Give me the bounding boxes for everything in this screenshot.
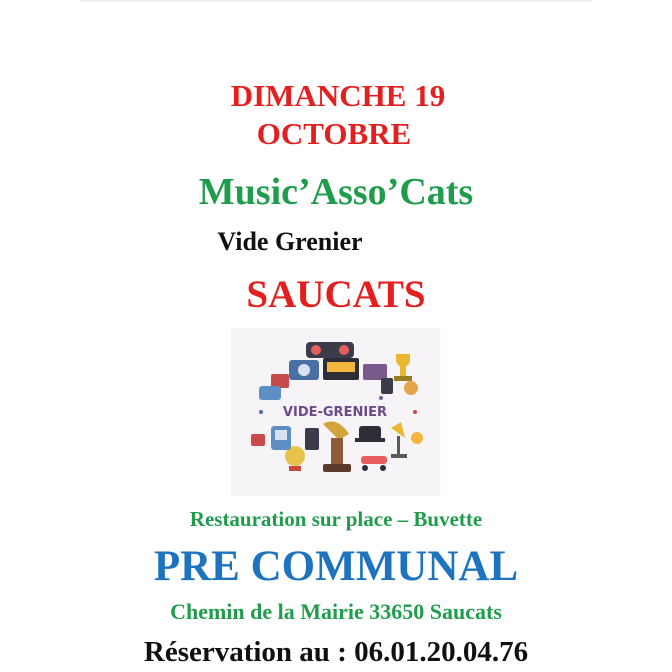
venue-name: PRE COMMUNAL <box>153 543 519 590</box>
address-line: Chemin de la Mairie 33650 Saucats <box>170 599 502 624</box>
date-line-1: DIMANCHE 19 <box>230 78 446 113</box>
town-name: SAUCATS <box>246 273 426 316</box>
reservation-line: Réservation au : 06.01.20.04.76 <box>143 636 529 668</box>
amenities-line: Restauration sur place – Buvette <box>189 507 483 531</box>
logo-banner-text: VIDE-GRENIER <box>282 405 388 420</box>
association-name: Music’Asso’Cats <box>198 171 474 213</box>
vide-grenier-logo-icon <box>231 328 440 496</box>
top-rule <box>80 0 592 2</box>
retro-objects-illustration <box>231 328 440 496</box>
date-line-2: OCTOBRE <box>256 116 412 151</box>
event-type: Vide Grenier <box>217 227 363 256</box>
